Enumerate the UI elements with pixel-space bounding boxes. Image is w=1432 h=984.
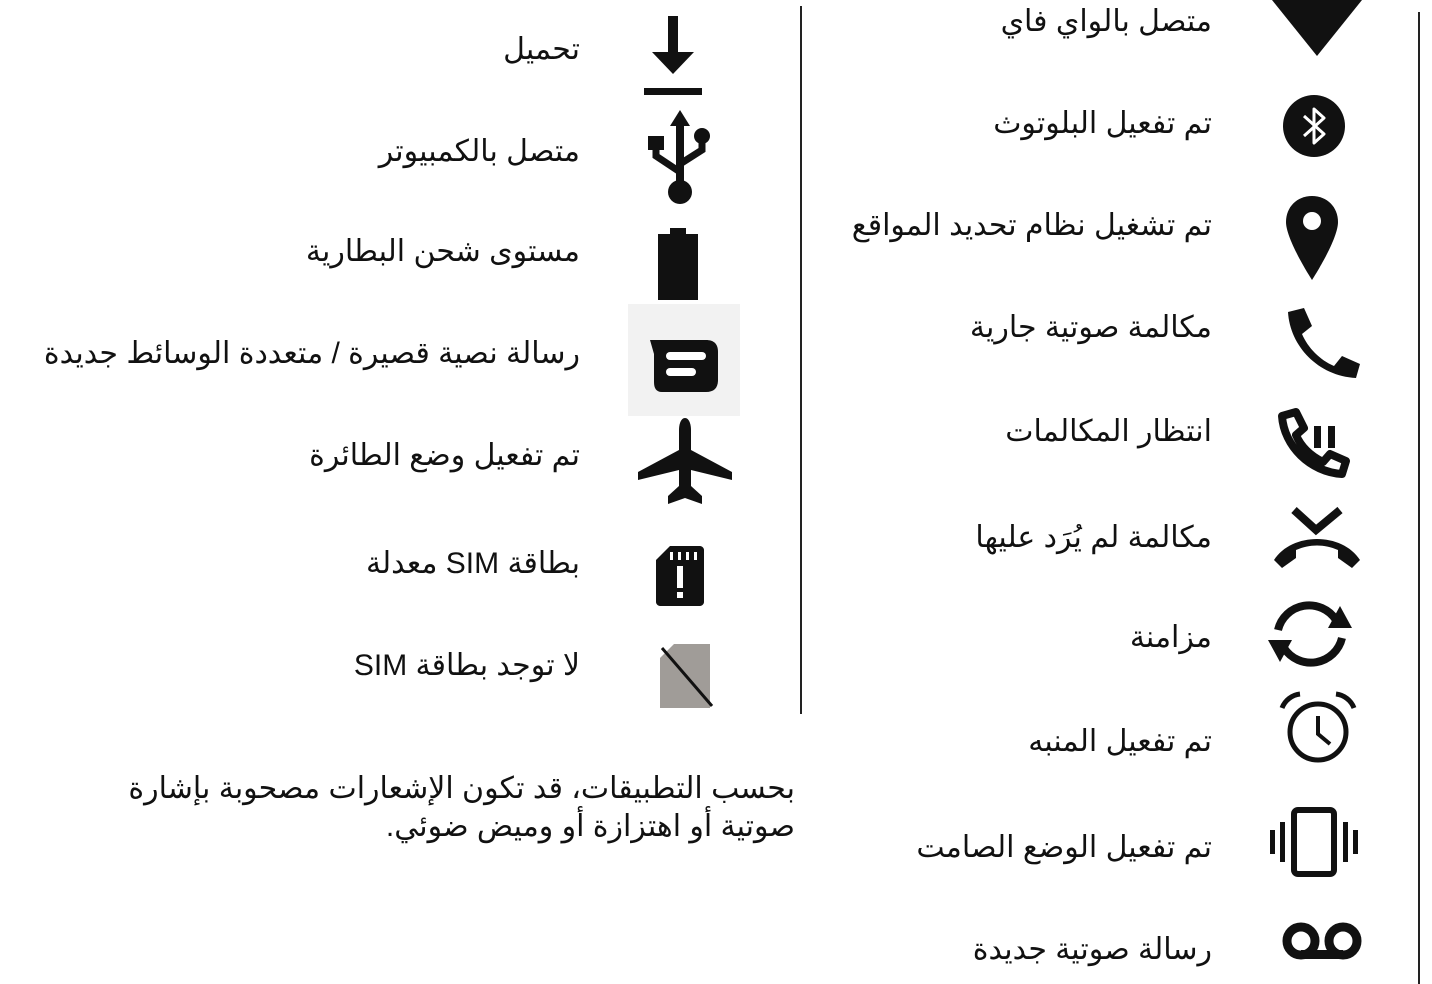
label-alarm: تم تفعيل المنبه [1028, 725, 1212, 758]
phone-call-icon [1282, 306, 1362, 378]
label-sync: مزامنة [1129, 621, 1212, 654]
label-silent-mode: تم تفعيل الوضع الصامت [916, 831, 1212, 864]
download-icon [642, 16, 704, 98]
label-missed-call: مكالمة لم يُرَد عليها [975, 521, 1212, 554]
label-battery: مستوى شحن البطارية [305, 235, 580, 268]
sim-alert-icon [656, 546, 704, 606]
airplane-icon [638, 418, 732, 504]
usb-icon [648, 110, 712, 206]
label-sim-changed: بطاقة SIM معدلة [365, 547, 580, 580]
label-wifi: متصل بالواي فاي [1000, 5, 1212, 38]
notification-note [60, 770, 795, 846]
label-download: تحميل [503, 33, 580, 66]
missed-call-icon [1272, 506, 1362, 568]
location-pin-icon [1286, 196, 1338, 280]
label-no-sim: لا توجد بطاقة SIM [353, 649, 580, 682]
label-new-message: رسالة نصية قصيرة / متعددة الوسائط جديدة [43, 337, 580, 370]
alarm-clock-icon [1278, 690, 1358, 766]
label-voice-call: مكالمة صوتية جارية [969, 311, 1212, 344]
label-voicemail: رسالة صوتية جديدة [972, 933, 1212, 966]
voicemail-icon [1282, 920, 1362, 962]
sync-icon [1264, 600, 1356, 668]
label-airplane-mode: تم تفعيل وضع الطائرة [309, 439, 580, 472]
wifi-icon [1272, 0, 1362, 56]
bluetooth-icon [1282, 94, 1346, 158]
column-divider-right [1418, 12, 1420, 984]
label-call-hold: انتظار المكالمات [1005, 415, 1212, 448]
label-bluetooth: تم تفعيل البلوتوث [993, 107, 1212, 140]
vibrate-icon [1268, 806, 1360, 878]
message-icon [628, 304, 740, 416]
note-line-1: بحسب التطبيقات، قد تكون الإشعارات مصحوبة بإشارة [128, 772, 795, 805]
battery-icon [658, 228, 698, 300]
column-divider-left [800, 6, 802, 714]
label-location: تم تشغيل نظام تحديد المواقع [851, 209, 1212, 242]
call-hold-icon [1278, 412, 1352, 474]
label-usb: متصل بالكمبيوتر [378, 135, 580, 168]
no-sim-icon [660, 644, 714, 708]
note-line-2: صوتية أو اهتزازة أو وميض ضوئي. [385, 810, 795, 843]
